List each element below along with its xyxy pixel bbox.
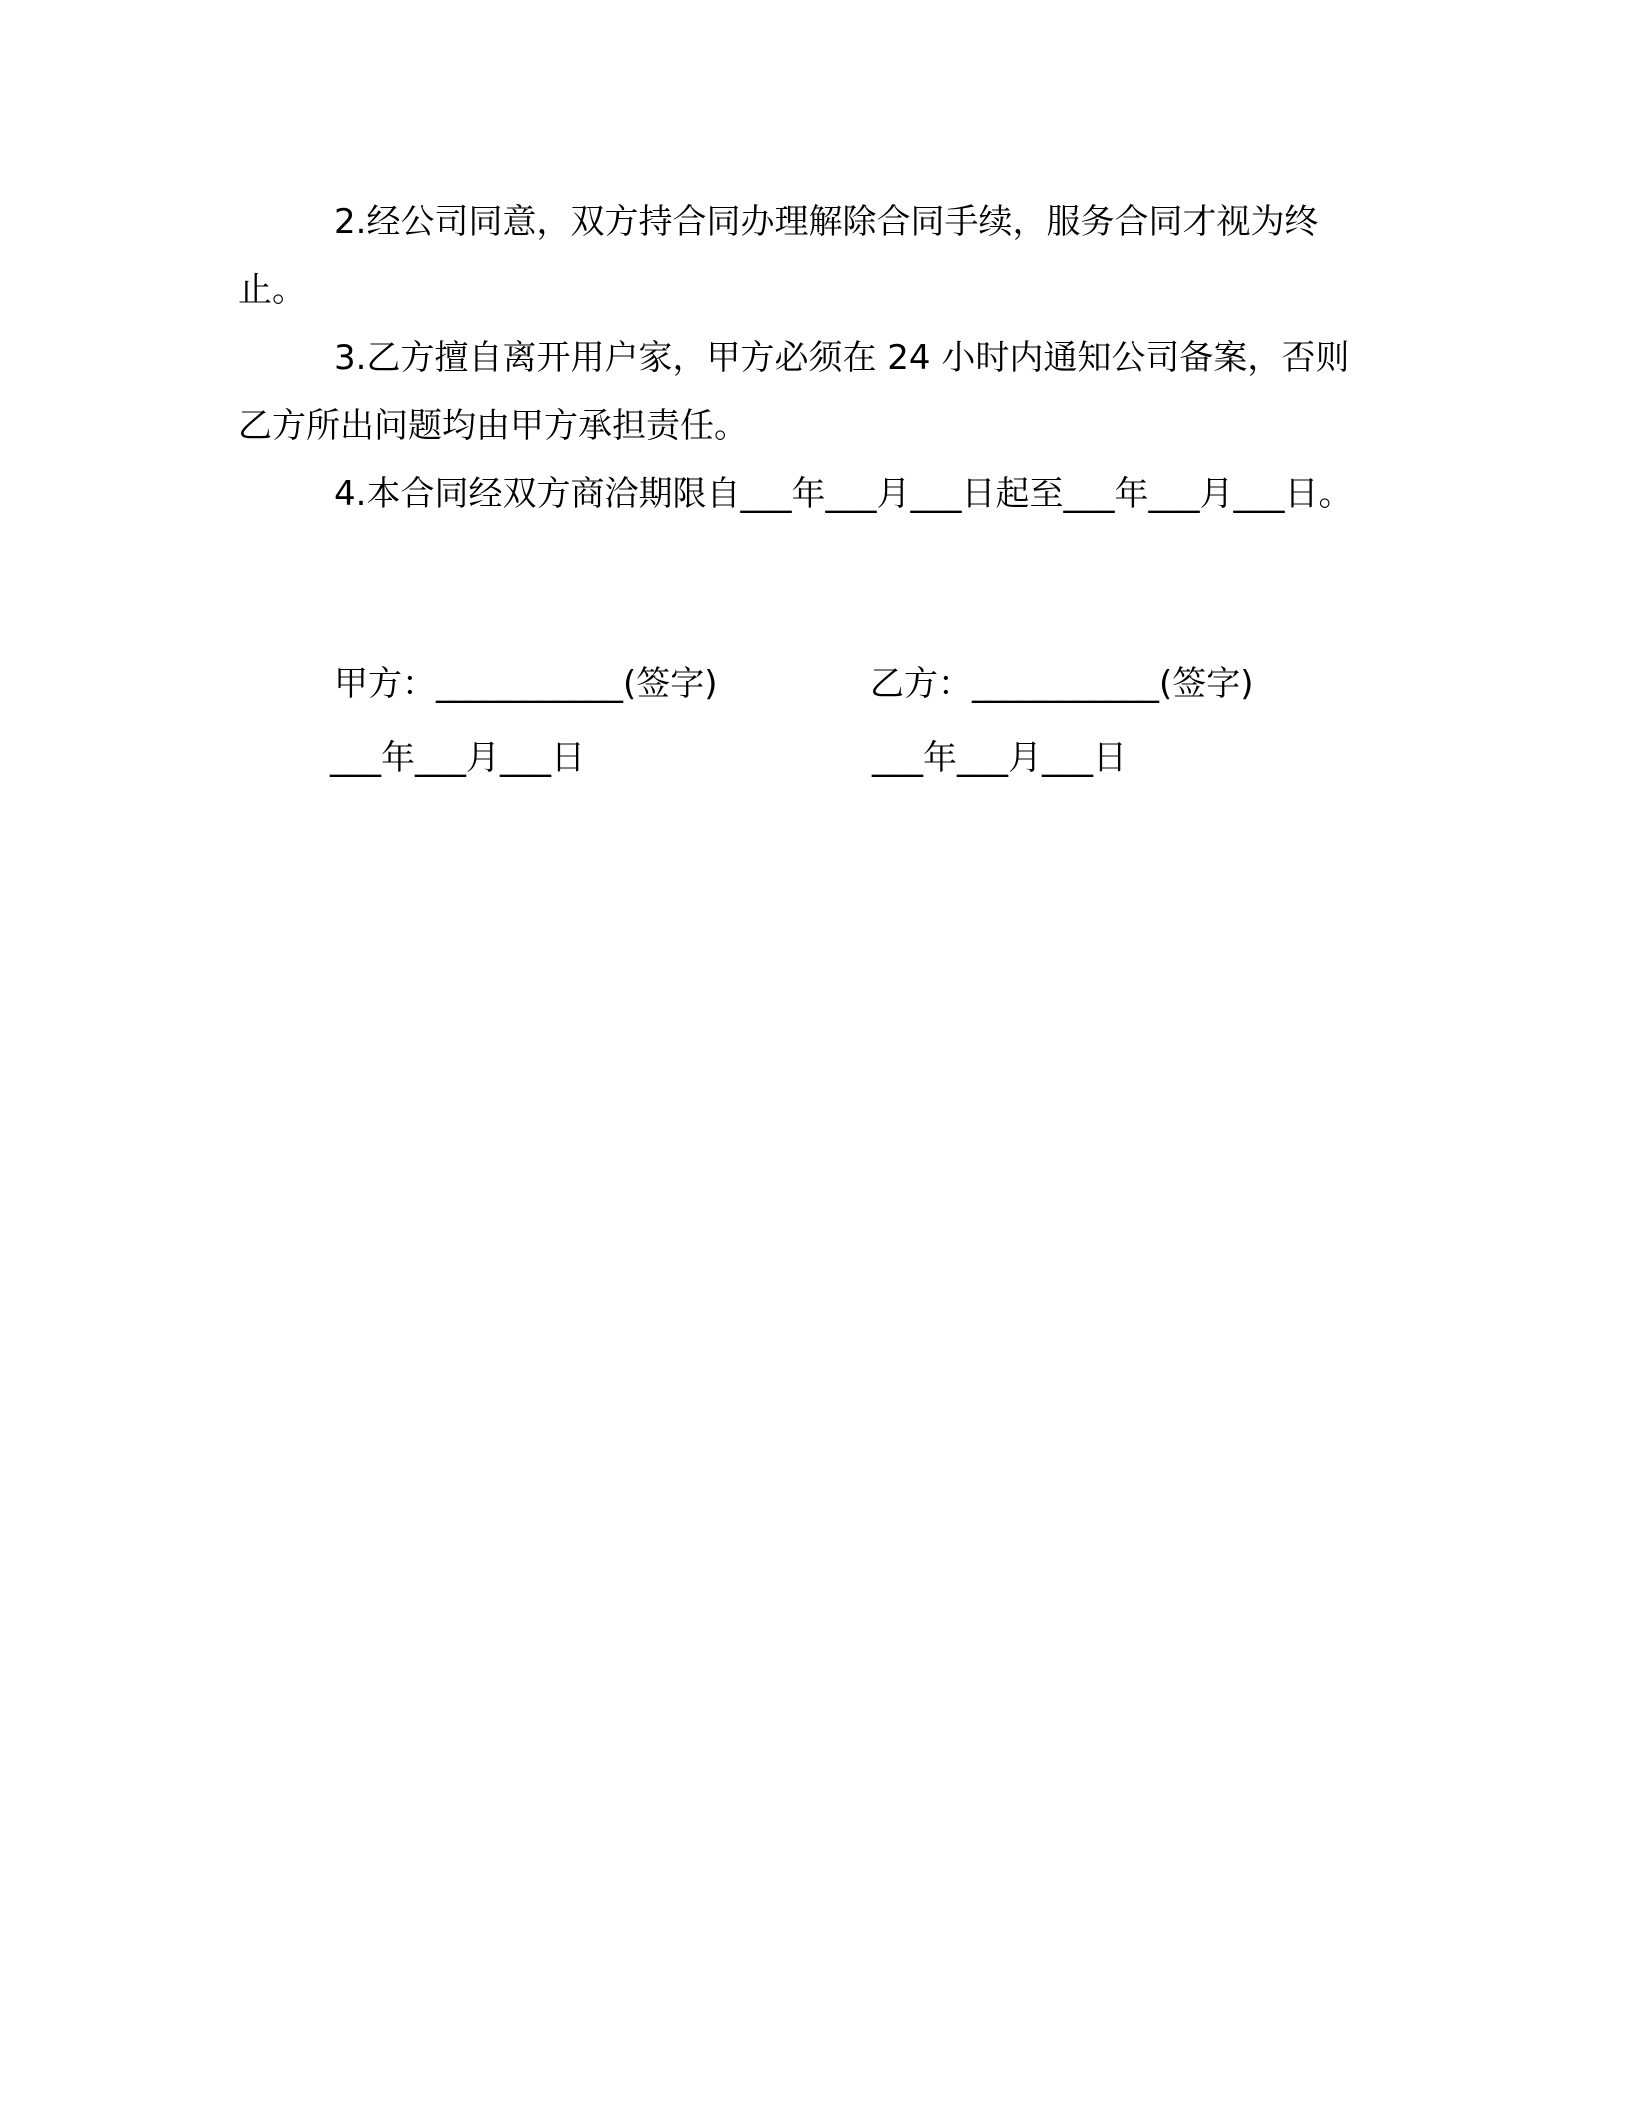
party-b-date-line: ___年___月___日 xyxy=(872,738,1127,778)
party-b-signature-line: 乙方：___________(签字) xyxy=(870,664,1254,704)
clause-4: 4.本合同经双方商洽期限自___年___月___日起至___年___月___日。 xyxy=(334,474,1353,514)
clause-2: 2.经公司同意，双方持合同办理解除合同手续，服务合同才视为终止。 xyxy=(238,202,1319,310)
party-a-date-line: ___年___月___日 xyxy=(330,738,585,778)
party-a-signature-line: 甲方：___________(签字) xyxy=(334,664,718,704)
contract-body xyxy=(238,188,1378,528)
clause-3: 3.乙方擅自离开用户家，甲方必须在 24 小时内通知公司备案，否则乙方所出问题均由甲方承担责任。 xyxy=(238,338,1350,446)
